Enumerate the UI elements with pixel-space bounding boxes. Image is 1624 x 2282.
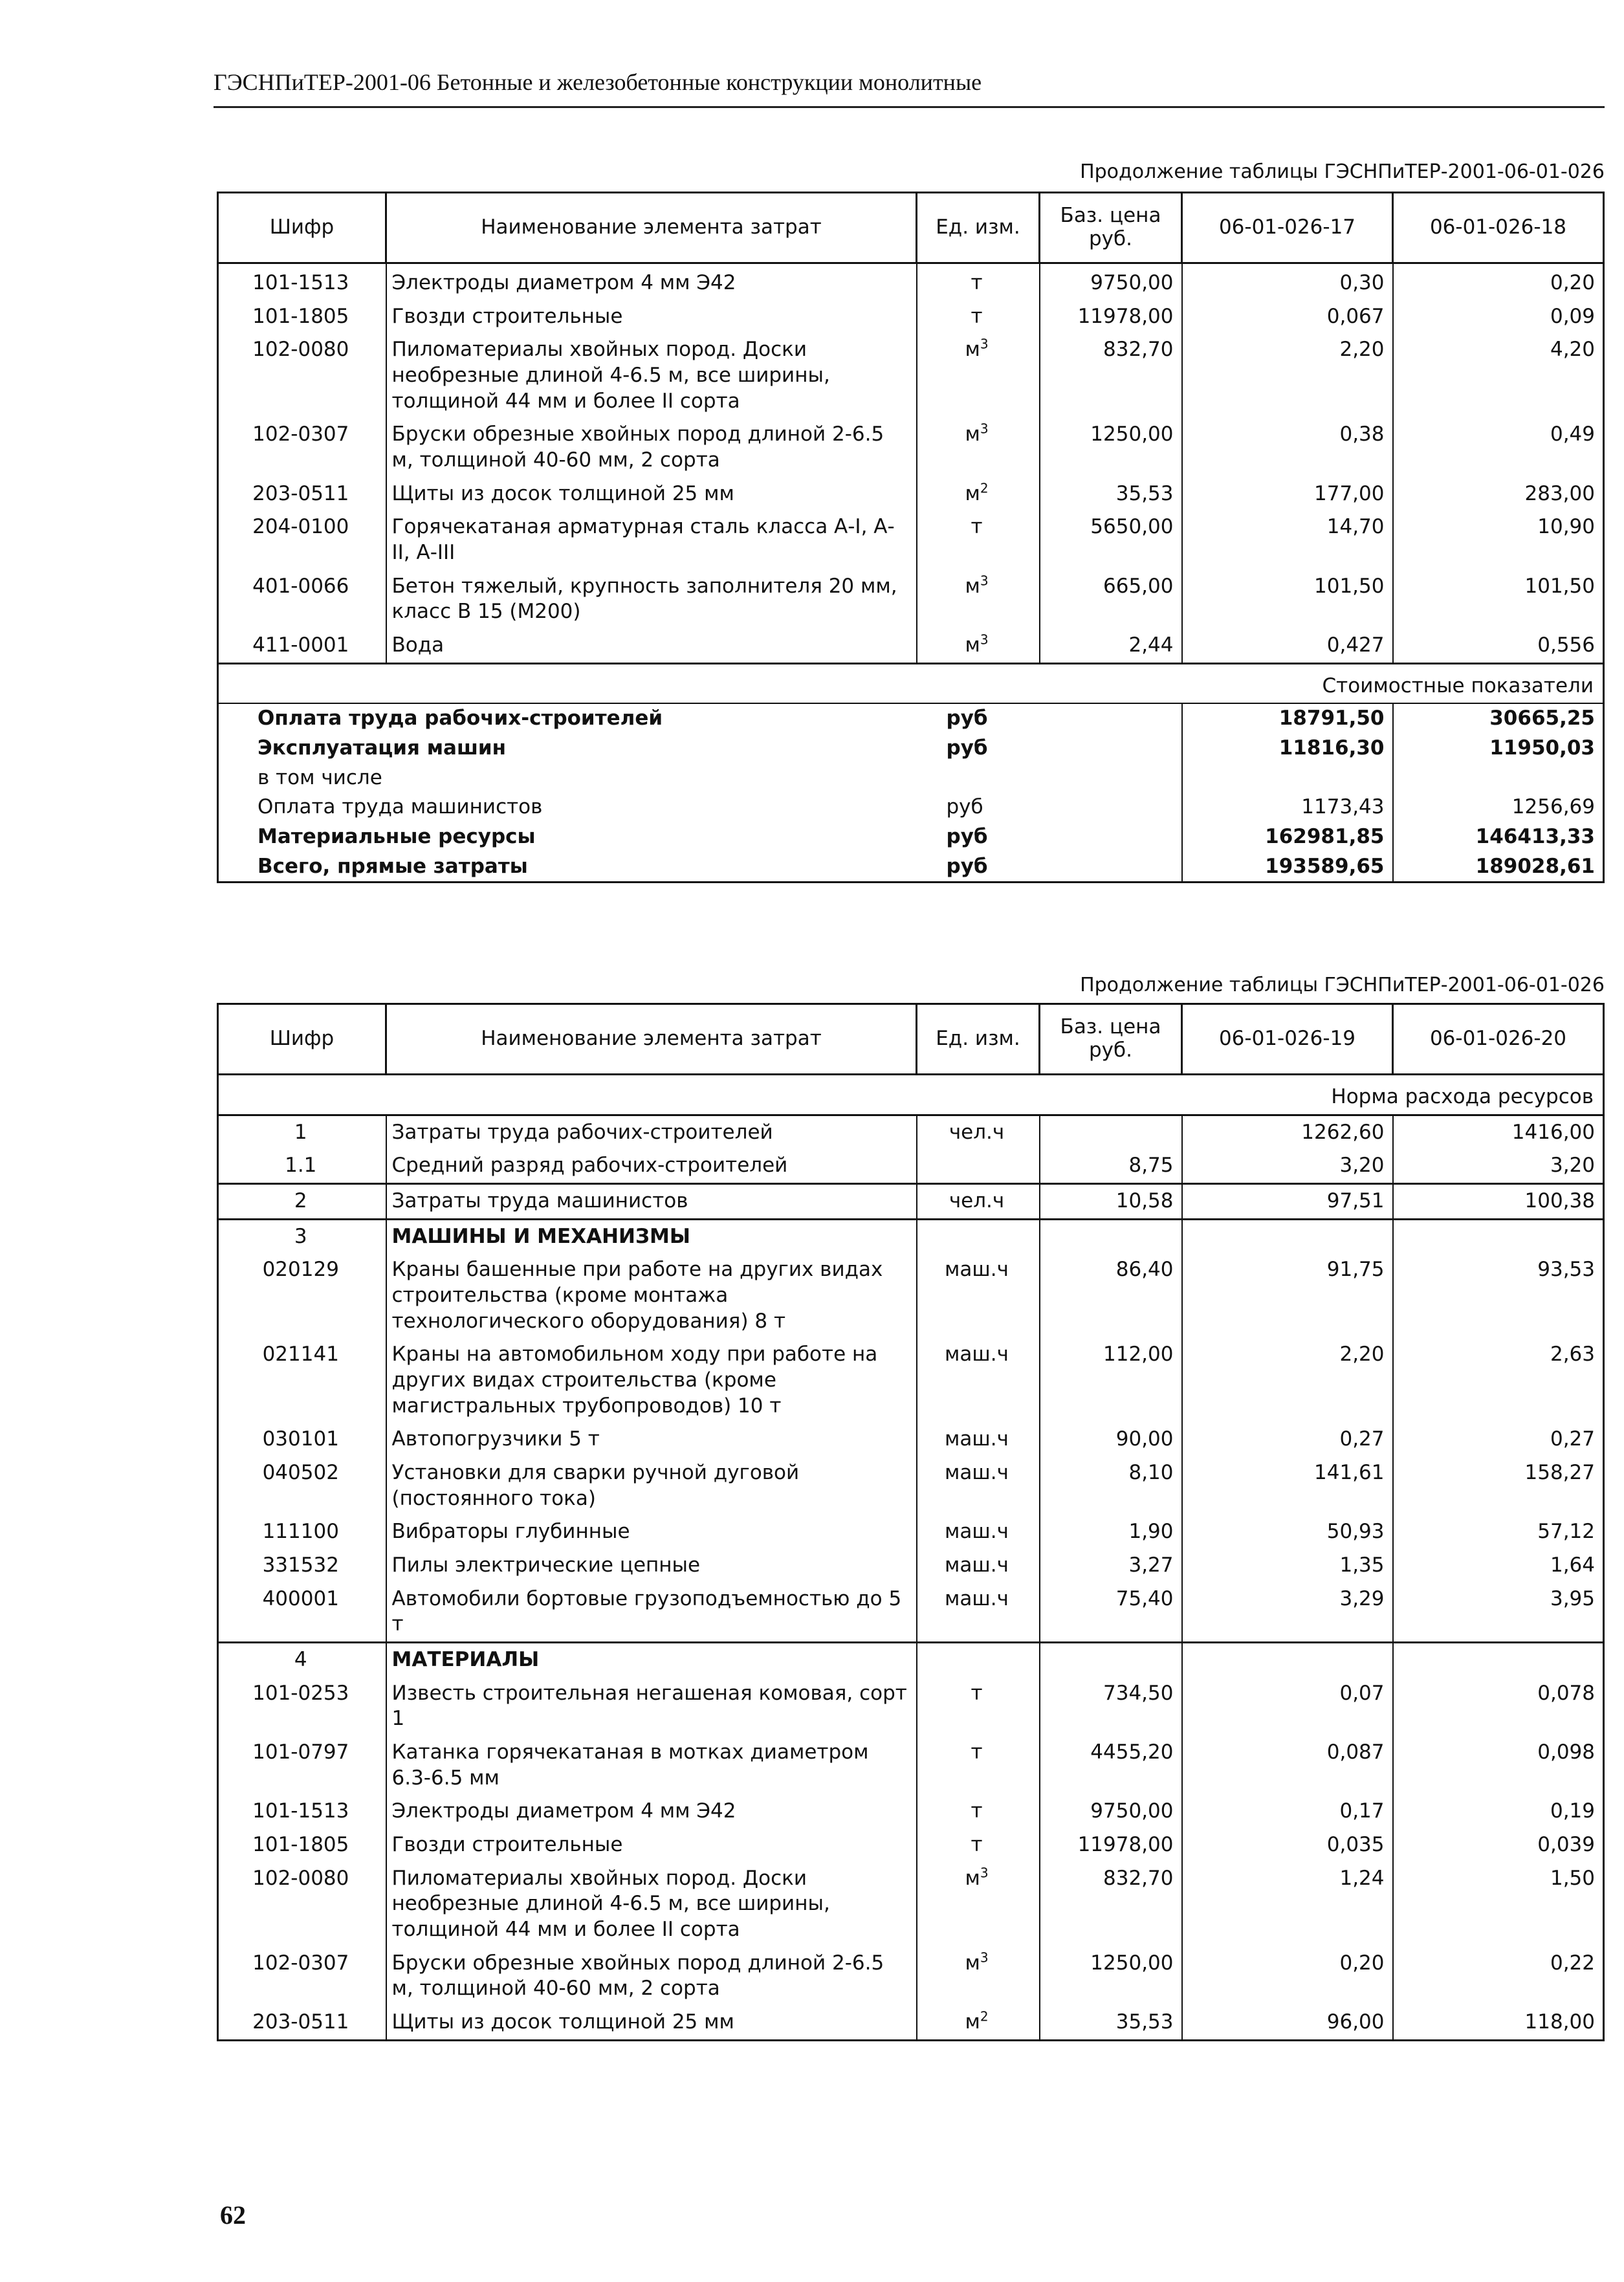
row-value-2: 118,00: [1393, 2006, 1604, 2040]
row-unit: [917, 1549, 1040, 1583]
row-value-2: 0,078: [1393, 1677, 1604, 1736]
col-header-price: Баз. цена руб.: [1040, 1004, 1182, 1075]
row-code: 1.1: [218, 1149, 386, 1183]
row-unit: [917, 418, 1040, 477]
row-value-2: 4,20: [1393, 333, 1604, 418]
row-value-1: 101,50: [1182, 570, 1393, 629]
row-name: Электроды диаметром 4 мм Э42: [386, 1795, 917, 1828]
table2-caption: Продолжение таблицы ГЭСНПиТЕР-2001-06-01-026: [1080, 974, 1605, 996]
row-value-1: 2,20: [1182, 1338, 1393, 1423]
row-value-1: 0,087: [1182, 1736, 1393, 1795]
unit-exponent: 2: [980, 480, 989, 496]
row-base-price: [1040, 1219, 1182, 1253]
row-value-2: 0,039: [1393, 1828, 1604, 1862]
summary-value-2: [1393, 763, 1604, 793]
row-base-price: 35,53: [1040, 477, 1182, 511]
summary-value-2: 146413,33: [1393, 822, 1604, 852]
row-code: 101-1513: [218, 1795, 386, 1828]
row-unit: [917, 333, 1040, 418]
row-code: 101-1805: [218, 300, 386, 334]
row-value-2: 57,12: [1393, 1515, 1604, 1549]
row-code: 102-0080: [218, 1862, 386, 1947]
row-base-price: 11978,00: [1040, 300, 1182, 334]
summary-value-1: 1173,43: [1182, 793, 1393, 822]
summary-value-2: 30665,25: [1393, 703, 1604, 734]
summary-empty: [1040, 703, 1182, 734]
row-code: 101-0797: [218, 1736, 386, 1795]
unit-base: маш.ч: [945, 1520, 1009, 1544]
col-header-unit: Ед. изм.: [917, 1004, 1040, 1075]
summary-unit: [917, 763, 1040, 793]
table-row: [218, 1862, 1604, 1947]
table-row: [218, 1643, 1604, 1677]
col-header-price: Баз. цена руб.: [1040, 193, 1182, 263]
row-name: Затраты труда рабочих-строителей: [386, 1115, 917, 1149]
row-value-2: 0,556: [1393, 629, 1604, 663]
summary-value-2: 1256,69: [1393, 793, 1604, 822]
row-name: Гвозди строительные: [386, 300, 917, 334]
row-name: Средний разряд рабочих-строителей: [386, 1149, 917, 1183]
row-unit: [917, 1423, 1040, 1456]
row-value-1: 97,51: [1182, 1184, 1393, 1220]
row-value-1: 0,035: [1182, 1828, 1393, 1862]
col-header-col18: 06-01-026-18: [1393, 193, 1604, 263]
table-row: [218, 477, 1604, 511]
row-code: 102-0307: [218, 1947, 386, 2006]
summary-unit: руб: [946, 795, 983, 819]
row-base-price: 35,53: [1040, 2006, 1182, 2040]
unit-base: чел.ч: [949, 1120, 1005, 1144]
col-header-col19: 06-01-026-19: [1182, 1004, 1393, 1075]
row-unit: [917, 510, 1040, 569]
row-code: 102-0307: [218, 418, 386, 477]
row-code: 401-0066: [218, 570, 386, 629]
row-base-price: 112,00: [1040, 1338, 1182, 1423]
col-header-name: Наименование элемента затрат: [386, 193, 917, 263]
row-code: 411-0001: [218, 629, 386, 663]
unit-exponent: 3: [980, 421, 989, 437]
row-value-2: 0,49: [1393, 418, 1604, 477]
row-unit: [917, 1583, 1040, 1643]
row-code: 111100: [218, 1515, 386, 1549]
row-code: 204-0100: [218, 510, 386, 569]
summary-label: Оплата труда рабочих-строителей: [218, 703, 917, 734]
summary-value-1: 11816,30: [1182, 734, 1393, 763]
table-row: [218, 1219, 1604, 1253]
row-unit: [917, 263, 1040, 300]
row-value-1: 91,75: [1182, 1253, 1393, 1338]
row-value-2: 0,20: [1393, 263, 1604, 300]
unit-exponent: 2: [980, 2008, 989, 2024]
unit-base: т: [971, 271, 983, 294]
row-value-1: 1,24: [1182, 1862, 1393, 1947]
cost-section-row: [218, 663, 1604, 703]
row-code: 101-1805: [218, 1828, 386, 1862]
row-unit: [917, 1736, 1040, 1795]
row-value-2: 0,22: [1393, 1947, 1604, 2006]
table1-caption: Продолжение таблицы ГЭСНПиТЕР-2001-06-01-026: [1080, 160, 1605, 183]
unit-base: т: [971, 1799, 983, 1823]
row-base-price: 734,50: [1040, 1677, 1182, 1736]
summary-label: Эксплуатация машин: [218, 734, 917, 763]
col-header-col20: 06-01-026-20: [1393, 1004, 1604, 1075]
row-code: 400001: [218, 1583, 386, 1643]
row-name: Бруски обрезные хвойных пород длиной 2-6.5 м, толщиной 40-60 мм, 2 сорта: [386, 1947, 917, 2006]
unit-base: м: [965, 338, 980, 362]
row-value-1: 0,30: [1182, 263, 1393, 300]
row-base-price: 832,70: [1040, 1862, 1182, 1947]
row-value-1: 0,38: [1182, 418, 1393, 477]
row-base-price: 75,40: [1040, 1583, 1182, 1643]
row-name: Бетон тяжелый, крупность заполнителя 20 мм, класс В 15 (М200): [386, 570, 917, 629]
row-base-price: 1250,00: [1040, 1947, 1182, 2006]
row-value-1: 0,27: [1182, 1423, 1393, 1456]
table-row: [218, 1677, 1604, 1736]
row-unit: [917, 570, 1040, 629]
row-code: 102-0080: [218, 333, 386, 418]
row-value-2: 1,50: [1393, 1862, 1604, 1947]
table-row: [218, 1795, 1604, 1828]
resource-table-2: [217, 1003, 1605, 2041]
row-value-2: 101,50: [1393, 570, 1604, 629]
row-unit: [917, 1149, 1040, 1183]
row-code: 4: [218, 1643, 386, 1677]
unit-base: м: [965, 422, 980, 446]
row-code: 1: [218, 1115, 386, 1149]
row-value-1: 0,427: [1182, 629, 1393, 663]
summary-row: [218, 703, 1604, 734]
row-name: Пиломатериалы хвойных пород. Доски необрезные длиной 4-6.5 м, все ширины, толщиной 44 мм и более II сорта: [386, 333, 917, 418]
row-name: Щиты из досок толщиной 25 мм: [386, 477, 917, 511]
row-base-price: 5650,00: [1040, 510, 1182, 569]
row-name: Гвозди строительные: [386, 1828, 917, 1862]
row-value-1: 1,35: [1182, 1549, 1393, 1583]
row-code: 101-0253: [218, 1677, 386, 1736]
table-row: [218, 1583, 1604, 1643]
summary-label: Всего, прямые затраты: [218, 852, 917, 883]
row-name: Вибраторы глубинные: [386, 1515, 917, 1549]
unit-base: т: [971, 515, 983, 539]
row-value-1: 0,20: [1182, 1947, 1393, 2006]
row-unit: [917, 1219, 1040, 1253]
table-row: [218, 1253, 1604, 1338]
row-base-price: 8,75: [1040, 1149, 1182, 1183]
table-row: [218, 418, 1604, 477]
col-header-unit: Ед. изм.: [917, 193, 1040, 263]
col-header-name: Наименование элемента затрат: [386, 1004, 917, 1075]
unit-base: маш.ч: [945, 1258, 1009, 1282]
row-unit: [917, 2006, 1040, 2040]
row-value-2: 0,19: [1393, 1795, 1604, 1828]
table2-body: [218, 1075, 1604, 2041]
row-name: Автомобили бортовые грузоподъемностью до 5 т: [386, 1583, 917, 1643]
row-unit: [917, 1253, 1040, 1338]
summary-value-2: 11950,03: [1393, 734, 1604, 763]
row-value-2: [1393, 1219, 1604, 1253]
row-name: Катанка горячекатаная в мотках диаметром 6.3-6.5 мм: [386, 1736, 917, 1795]
summary-unit: руб: [946, 707, 988, 730]
norm-section-row: [218, 1075, 1604, 1115]
row-name: Краны на автомобильном ходу при работе на других видах строительства (кроме магистральных трубопроводов) 10 т: [386, 1338, 917, 1423]
table-row: [218, 1149, 1604, 1183]
row-base-price: 832,70: [1040, 333, 1182, 418]
table-row: [218, 629, 1604, 663]
row-base-price: 10,58: [1040, 1184, 1182, 1220]
row-value-1: 50,93: [1182, 1515, 1393, 1549]
unit-base: т: [971, 304, 983, 328]
table-row: [218, 1828, 1604, 1862]
row-value-2: 3,20: [1393, 1149, 1604, 1183]
summary-empty: [1040, 763, 1182, 793]
unit-base: м: [965, 481, 980, 505]
summary-row: [218, 763, 1604, 793]
col-header-code: Шифр: [218, 1004, 386, 1075]
table-row: [218, 1947, 1604, 2006]
summary-label: в том числе: [218, 763, 917, 793]
row-value-1: 0,17: [1182, 1795, 1393, 1828]
unit-base: маш.ч: [945, 1553, 1009, 1577]
row-value-2: 283,00: [1393, 477, 1604, 511]
cost-section-label: Стоимостные показатели: [218, 663, 1604, 703]
row-value-2: 0,098: [1393, 1736, 1604, 1795]
resource-table-1: [217, 192, 1605, 883]
row-value-2: 1,64: [1393, 1549, 1604, 1583]
row-value-1: 14,70: [1182, 510, 1393, 569]
table-row: [218, 1423, 1604, 1456]
table-row: [218, 510, 1604, 569]
col-header-col17: 06-01-026-17: [1182, 193, 1393, 263]
row-code: 030101: [218, 1423, 386, 1456]
table-row: [218, 263, 1604, 300]
row-name: Электроды диаметром 4 мм Э42: [386, 263, 917, 300]
row-value-2: [1393, 1643, 1604, 1677]
row-unit: [917, 1515, 1040, 1549]
row-code: 040502: [218, 1456, 386, 1515]
row-unit: [917, 1115, 1040, 1149]
row-base-price: 86,40: [1040, 1253, 1182, 1338]
table-row: [218, 1456, 1604, 1515]
row-unit: [917, 1677, 1040, 1736]
table-row: [218, 1549, 1604, 1583]
row-base-price: 4455,20: [1040, 1736, 1182, 1795]
row-name: МАШИНЫ И МЕХАНИЗМЫ: [386, 1219, 917, 1253]
row-base-price: 90,00: [1040, 1423, 1182, 1456]
row-base-price: 1250,00: [1040, 418, 1182, 477]
row-value-2: 0,27: [1393, 1423, 1604, 1456]
row-name: Вода: [386, 629, 917, 663]
row-value-2: 2,63: [1393, 1338, 1604, 1423]
summary-row: [218, 734, 1604, 763]
row-base-price: 8,10: [1040, 1456, 1182, 1515]
row-unit: [917, 300, 1040, 334]
row-unit: [917, 1184, 1040, 1220]
summary-empty: [1040, 734, 1182, 763]
row-unit: [917, 1338, 1040, 1423]
unit-base: маш.ч: [945, 1461, 1009, 1485]
row-code: 203-0511: [218, 2006, 386, 2040]
row-name: Автопогрузчики 5 т: [386, 1423, 917, 1456]
row-value-2: 93,53: [1393, 1253, 1604, 1338]
row-name: Щиты из досок толщиной 25 мм: [386, 2006, 917, 2040]
row-code: 331532: [218, 1549, 386, 1583]
row-value-1: 3,29: [1182, 1583, 1393, 1643]
row-unit: [917, 1947, 1040, 2006]
summary-empty: [1040, 822, 1182, 852]
summary-value-2: 189028,61: [1393, 852, 1604, 883]
summary-row: [218, 822, 1604, 852]
row-base-price: 2,44: [1040, 629, 1182, 663]
table-row: [218, 1184, 1604, 1220]
row-name: Пилы электрические цепные: [386, 1549, 917, 1583]
row-code: 2: [218, 1184, 386, 1220]
unit-base: м: [965, 574, 980, 598]
col-header-code: Шифр: [218, 193, 386, 263]
row-base-price: [1040, 1643, 1182, 1677]
unit-base: м: [965, 1866, 980, 1890]
unit-exponent: 3: [980, 1865, 989, 1881]
table-row: [218, 333, 1604, 418]
row-name: Бруски обрезные хвойных пород длиной 2-6.5 м, толщиной 40-60 мм, 2 сорта: [386, 418, 917, 477]
unit-base: маш.ч: [945, 1343, 1009, 1366]
summary-value-1: 18791,50: [1182, 703, 1393, 734]
row-name: МАТЕРИАЛЫ: [386, 1643, 917, 1677]
row-unit: [917, 1795, 1040, 1828]
summary-unit: руб: [946, 825, 988, 849]
unit-exponent: 3: [980, 631, 989, 648]
unit-base: маш.ч: [945, 1586, 1009, 1610]
unit-exponent: 3: [980, 336, 989, 353]
row-base-price: 665,00: [1040, 570, 1182, 629]
summary-empty: [1040, 852, 1182, 883]
summary-row: [218, 852, 1604, 883]
row-value-2: 3,95: [1393, 1583, 1604, 1643]
row-unit: [917, 1828, 1040, 1862]
row-value-2: 10,90: [1393, 510, 1604, 569]
row-value-2: 158,27: [1393, 1456, 1604, 1515]
row-value-1: 0,067: [1182, 300, 1393, 334]
row-code: 101-1513: [218, 263, 386, 300]
unit-base: м: [965, 633, 980, 657]
summary-label: Материальные ресурсы: [218, 822, 917, 852]
running-header: ГЭСНПиТЕР-2001-06 Бетонные и железобетонные конструкции монолитные: [214, 69, 1605, 108]
table-row: [218, 570, 1604, 629]
row-name: Краны башенные при работе на других видах строительства (кроме монтажа технологического оборудования) 8 т: [386, 1253, 917, 1338]
row-unit: [917, 1456, 1040, 1515]
table-row: [218, 1736, 1604, 1795]
unit-base: м: [965, 2010, 980, 2034]
summary-unit: руб: [946, 736, 988, 760]
unit-base: т: [971, 1681, 983, 1705]
row-name: Горячекатаная арматурная сталь класса А-I, А-II, А-III: [386, 510, 917, 569]
row-value-1: 96,00: [1182, 2006, 1393, 2040]
row-value-1: 3,20: [1182, 1149, 1393, 1183]
row-base-price: 1,90: [1040, 1515, 1182, 1549]
row-base-price: 9750,00: [1040, 263, 1182, 300]
row-name: Известь строительная негашеная комовая, сорт 1: [386, 1677, 917, 1736]
row-value-2: 100,38: [1393, 1184, 1604, 1220]
row-unit: [917, 477, 1040, 511]
table1-header-row: [218, 193, 1604, 263]
row-name: Затраты труда машинистов: [386, 1184, 917, 1220]
page-number: 62: [220, 2200, 246, 2230]
row-name: Пиломатериалы хвойных пород. Доски необрезные длиной 4-6.5 м, все ширины, толщиной 44 мм и более II сорта: [386, 1862, 917, 1947]
row-base-price: 9750,00: [1040, 1795, 1182, 1828]
unit-base: т: [971, 1740, 983, 1764]
row-code: 203-0511: [218, 477, 386, 511]
summary-label: Оплата труда машинистов: [218, 793, 917, 822]
row-name: Установки для сварки ручной дуговой (постоянного тока): [386, 1456, 917, 1515]
table2-header-row: [218, 1004, 1604, 1075]
row-code: 020129: [218, 1253, 386, 1338]
unit-base: м: [965, 1951, 980, 1975]
table-row: [218, 300, 1604, 334]
row-base-price: 11978,00: [1040, 1828, 1182, 1862]
row-value-1: 177,00: [1182, 477, 1393, 511]
summary-empty: [1040, 793, 1182, 822]
row-unit: [917, 1862, 1040, 1947]
row-value-1: [1182, 1643, 1393, 1677]
unit-exponent: 3: [980, 573, 989, 589]
table-row: [218, 1338, 1604, 1423]
row-value-1: 2,20: [1182, 333, 1393, 418]
row-code: 3: [218, 1219, 386, 1253]
row-value-1: [1182, 1219, 1393, 1253]
row-base-price: [1040, 1115, 1182, 1149]
summary-unit: руб: [917, 852, 1040, 883]
summary-value-1: 162981,85: [1182, 822, 1393, 852]
table-row: [218, 2006, 1604, 2040]
table1-body: [218, 263, 1604, 883]
row-value-2: 1416,00: [1393, 1115, 1604, 1149]
norm-section-label: Норма расхода ресурсов: [218, 1075, 1604, 1115]
row-unit: [917, 1643, 1040, 1677]
summary-value-1: 193589,65: [1182, 852, 1393, 883]
summary-value-1: [1182, 763, 1393, 793]
unit-base: чел.ч: [949, 1189, 1005, 1213]
unit-base: т: [971, 1833, 983, 1857]
row-code: 021141: [218, 1338, 386, 1423]
row-base-price: 3,27: [1040, 1549, 1182, 1583]
table-row: [218, 1115, 1604, 1149]
summary-row: [218, 793, 1604, 822]
row-value-2: 0,09: [1393, 300, 1604, 334]
unit-exponent: 3: [980, 1949, 989, 1966]
row-value-1: 141,61: [1182, 1456, 1393, 1515]
row-value-1: 0,07: [1182, 1677, 1393, 1736]
row-value-1: 1262,60: [1182, 1115, 1393, 1149]
table-row: [218, 1515, 1604, 1549]
row-unit: [917, 629, 1040, 663]
unit-base: маш.ч: [945, 1427, 1009, 1451]
